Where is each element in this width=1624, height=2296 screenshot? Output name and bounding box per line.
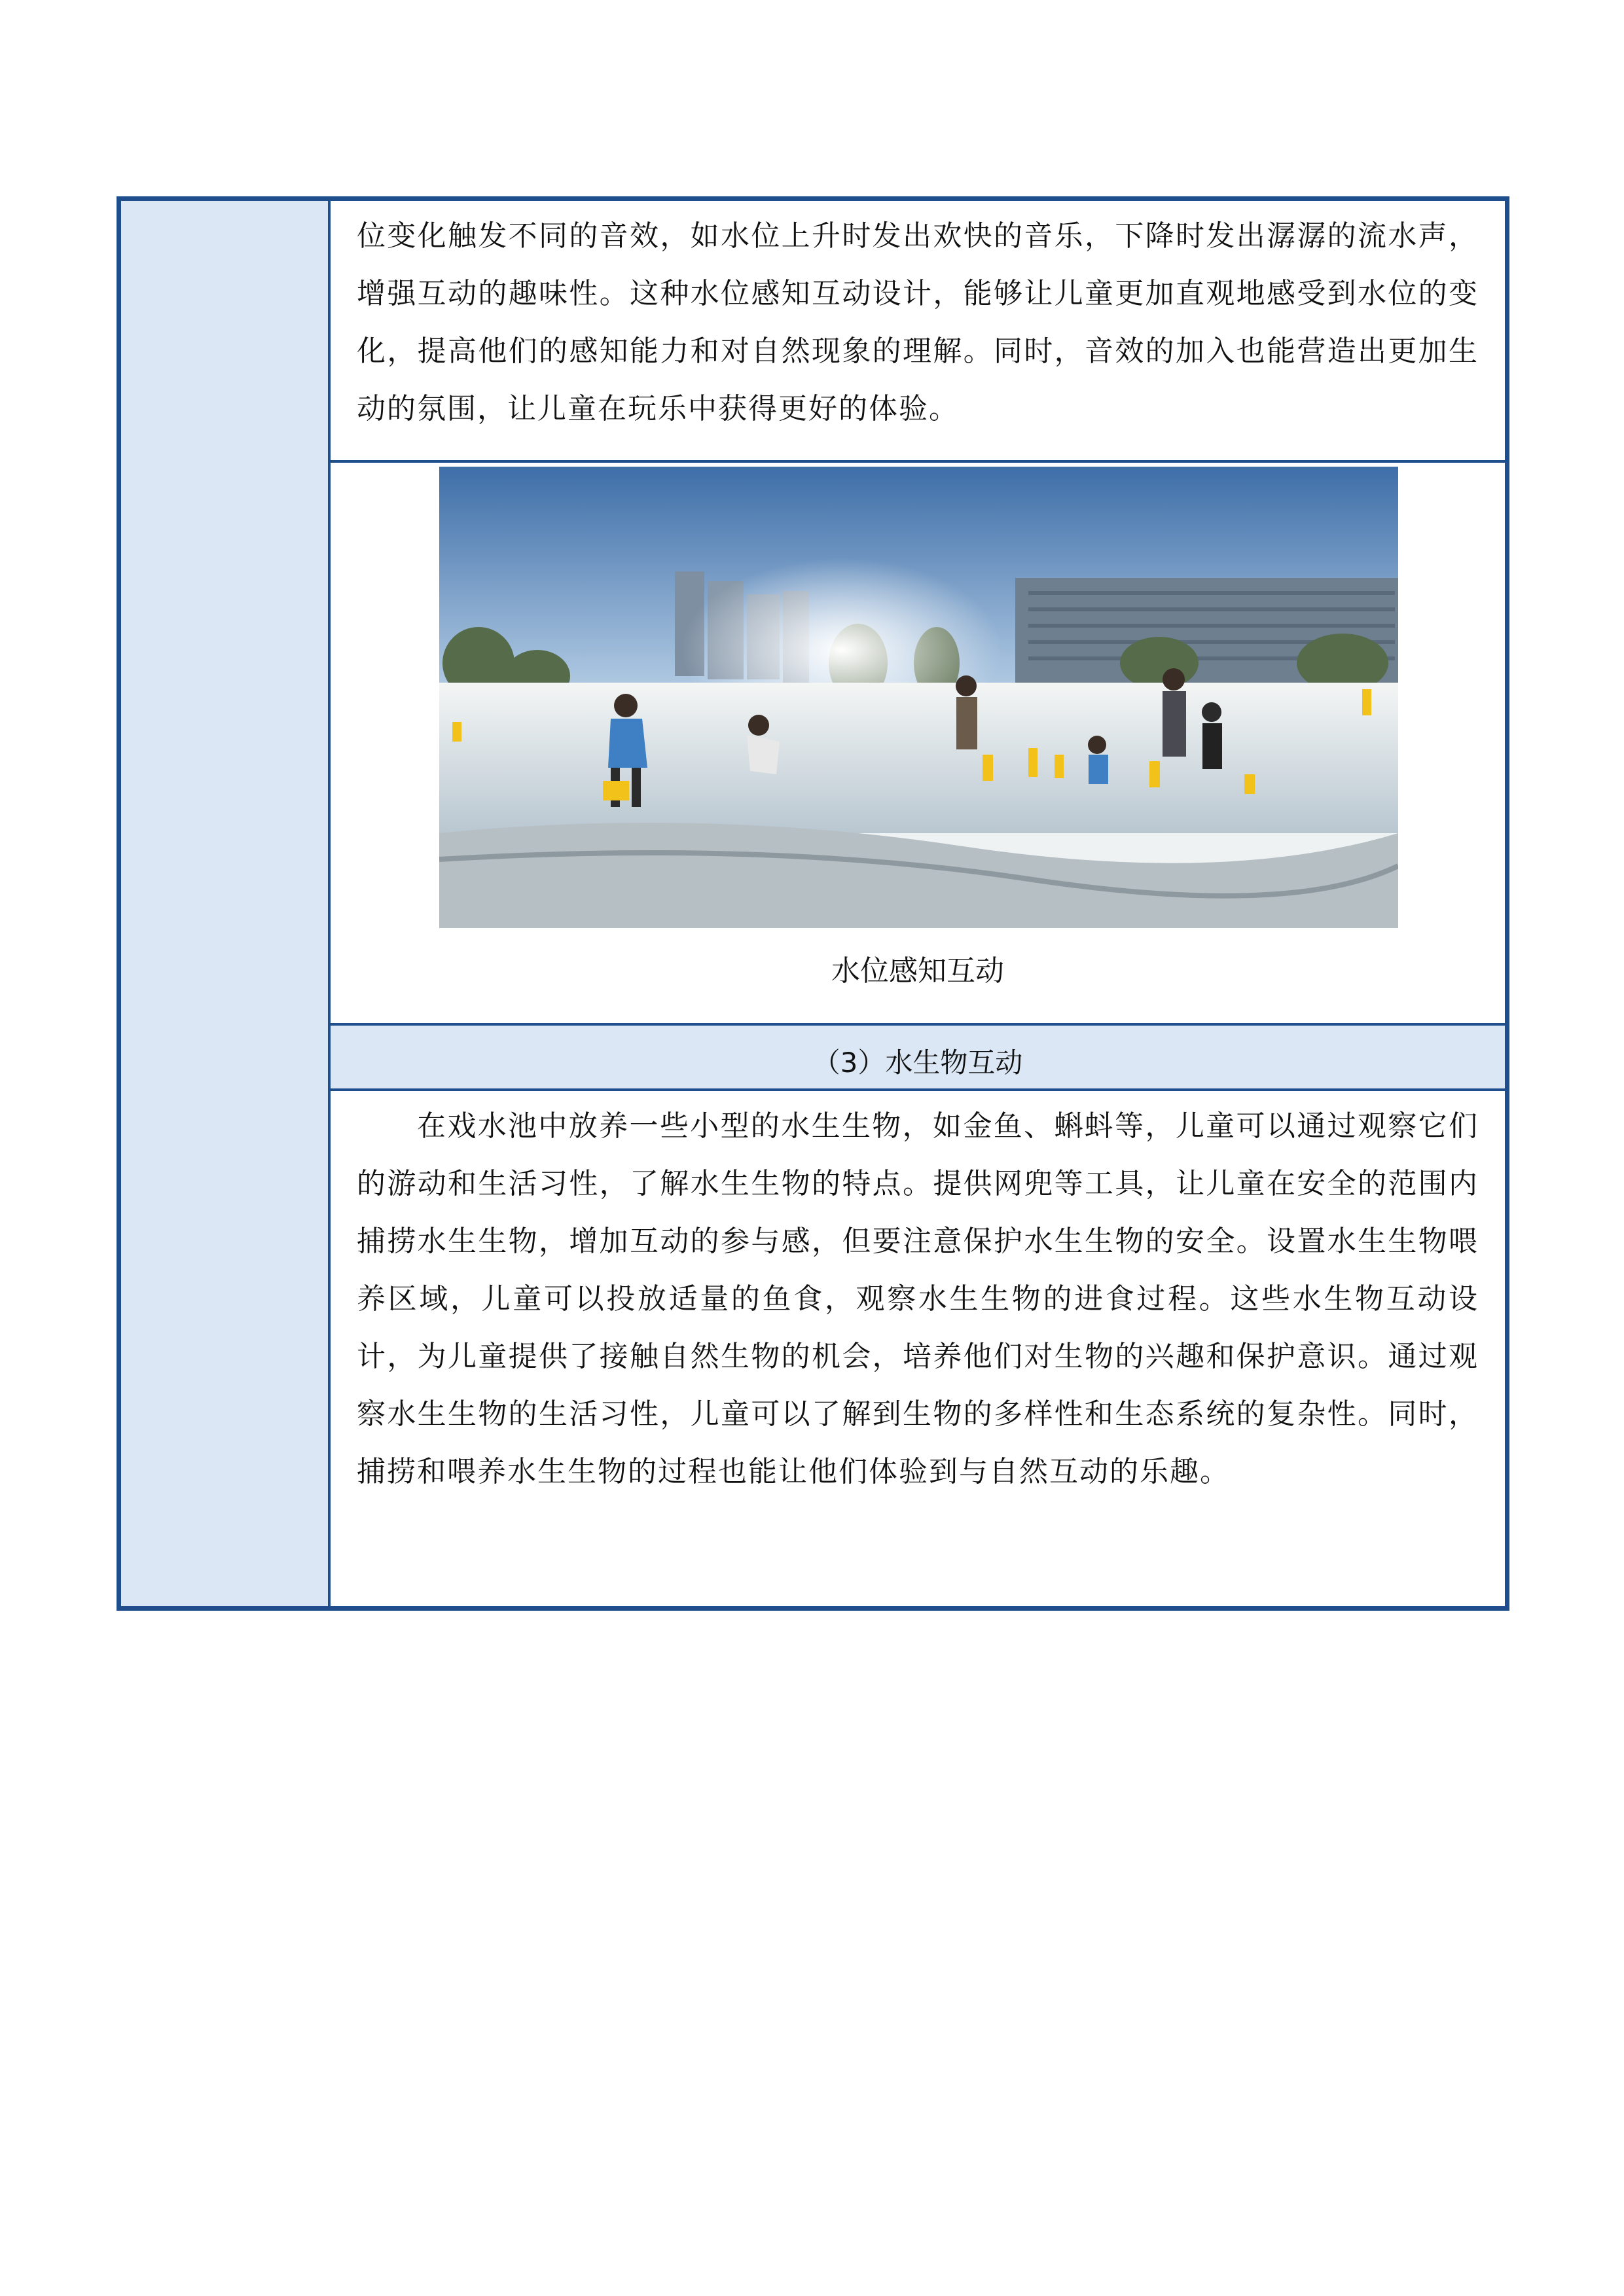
content-column	[331, 201, 1505, 1606]
image-cell	[331, 463, 1505, 1026]
figure-caption: 水位感知互动	[831, 954, 1004, 988]
heading-cell	[331, 1026, 1505, 1091]
section-heading: （3）水生物互动	[812, 1047, 1023, 1079]
text-cell-water-level	[331, 201, 1505, 463]
photo-water-play	[439, 467, 1398, 928]
paragraph-water-level: 位变化触发不同的音效，如水位上升时发出欢快的音乐，下降时发出潺潺的流水声，增强互动的趣味性。这种水位感知互动设计，能够让儿童更加直观地感受到水位的变化，提高他们的感知能力和对自然现象的理解。同时，音效的加入也能营造出更加生动的氛围，让儿童在玩乐中获得更好的体验。	[357, 219, 1479, 425]
text-cell-aquatic-life	[331, 1091, 1505, 1606]
content-table	[117, 196, 1509, 1611]
label-column	[121, 201, 331, 1606]
paragraph-aquatic-life: 在戏水池中放养一些小型的水生生物，如金鱼、蝌蚪等，儿童可以通过观察它们的游动和生活习性，了解水生生物的特点。提供网兜等工具，让儿童在安全的范围内捕捞水生生物，增加互动的参与感，但要注意保护水生生物的安全。设置水生生物喂养区域，儿童可以投放适量的鱼食，观察水生生物的进食过程。这些水生物互动设计，为儿童提供了接触自然生物的机会，培养他们对生物的兴趣和保护意识。通过观察水生生物的生活习性，儿童可以了解到生物的多样性和生态系统的复杂性。同时，捕捞和喂养水生生物的过程也能让他们体验到与自然互动的乐趣。	[357, 1109, 1479, 1488]
